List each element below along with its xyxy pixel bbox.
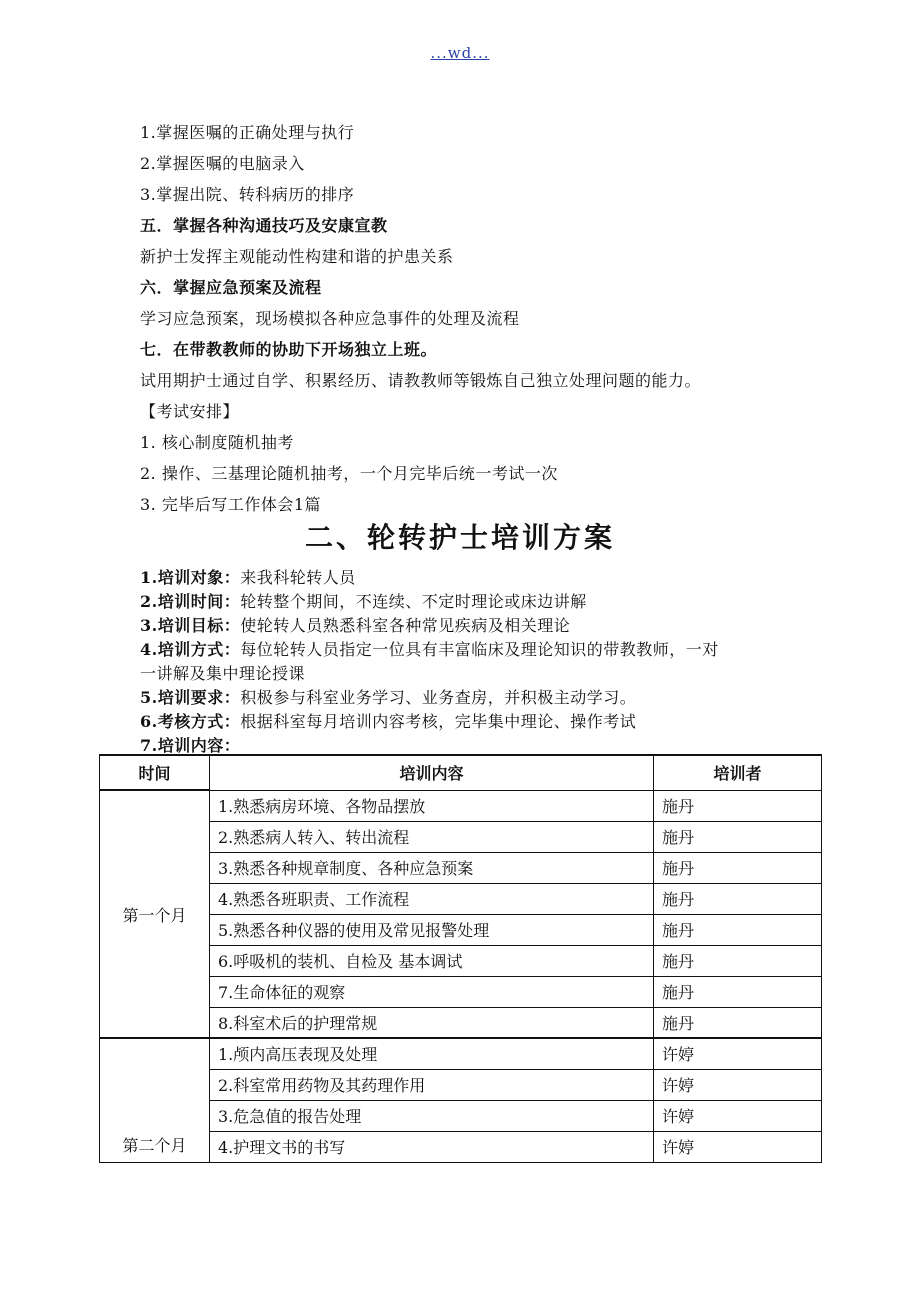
content-cell: 3.危急值的报告处理 — [210, 1100, 654, 1131]
list-item: 1.掌握医嘱的正确处理与执行 — [140, 123, 355, 142]
plan-item-text: 轮转整个期间，不连续、不定时理论或床边讲解 — [240, 592, 587, 611]
section-body: 试用期护士通过自学、积累经历、请教教师等锻炼自己独立处理问题的能力。 — [140, 371, 702, 390]
section-heading: 六．掌握应急预案及流程 — [140, 278, 322, 297]
trainer-cell: 许婷 — [654, 1038, 822, 1069]
plan-item-text: 来我科轮转人员 — [240, 568, 356, 587]
plan-item-text: 每位轮转人员指定一位具有丰富临床及理论知识的带教教师，一对 — [240, 640, 719, 659]
plan-item-text: 根据科室每月培训内容考核，完毕集中理论、操作考试 — [240, 712, 637, 731]
plan-item — [140, 709, 636, 732]
trainer-cell: 施丹 — [654, 852, 822, 883]
plan-item-label: 4.培训方式： — [140, 640, 241, 659]
trainer-cell: 施丹 — [654, 1007, 822, 1038]
content-cell: 2.科室常用药物及其药理作用 — [210, 1069, 654, 1100]
trainer-cell: 施丹 — [654, 945, 822, 976]
content-cell: 4.护理文书的书写 — [210, 1131, 654, 1162]
month-cell: 第二个月 — [100, 1038, 210, 1162]
content-cell: 4.熟悉各班职责、工作流程 — [210, 883, 654, 914]
content-cell: 3.熟悉各种规章制度、各种应急预案 — [210, 852, 654, 883]
trainer-cell: 施丹 — [654, 821, 822, 852]
month-cell: 第一个月 — [100, 790, 210, 1038]
plan-item — [140, 565, 356, 588]
plan-item — [140, 733, 240, 756]
table-row — [100, 790, 822, 821]
content-cell: 6.呼吸机的装机、自检及 基本调试 — [210, 945, 654, 976]
column-header-trainer: 培训者 — [654, 755, 822, 790]
plan-item-label: 6.考核方式： — [140, 712, 241, 731]
trainer-cell: 许婷 — [654, 1100, 822, 1131]
content-cell: 5.熟悉各种仪器的使用及常见报警处理 — [210, 914, 654, 945]
trainer-cell: 施丹 — [654, 976, 822, 1007]
header-link[interactable]: ...wd... — [430, 44, 490, 62]
plan-item — [140, 637, 719, 660]
exam-item: 1. 核心制度随机抽考 — [140, 433, 294, 452]
plan-item-label: 7.培训内容： — [140, 736, 241, 755]
trainer-cell: 施丹 — [654, 914, 822, 945]
table-row — [100, 1038, 822, 1069]
section-heading: 七．在带教教师的协助下开场独立上班。 — [140, 340, 438, 359]
plan-item-label: 3.培训目标： — [140, 616, 241, 635]
list-item: 2.掌握医嘱的电脑录入 — [140, 154, 305, 173]
column-header-time: 时间 — [100, 755, 210, 790]
table-header-row — [100, 755, 822, 790]
exam-item: 3. 完毕后写工作体会1篇 — [140, 495, 322, 514]
trainer-cell: 许婷 — [654, 1131, 822, 1162]
section-body: 新护士发挥主观能动性构建和谐的护患关系 — [140, 247, 454, 266]
section-body: 学习应急预案，现场模拟各种应急事件的处理及流程 — [140, 309, 520, 328]
plan-item — [140, 613, 570, 636]
plan-item-label: 5.培训要求： — [140, 688, 241, 707]
exam-item: 2. 操作、三基理论随机抽考，一个月完毕后统一考试一次 — [140, 464, 558, 483]
section-heading: 五．掌握各种沟通技巧及安康宣教 — [140, 216, 388, 235]
plan-item — [140, 685, 636, 708]
plan-item-text: 使轮转人员熟悉科室各种常见疾病及相关理论 — [240, 616, 571, 635]
column-header-content: 培训内容 — [210, 755, 654, 790]
plan-title: 二、轮转护士培训方案 — [304, 521, 615, 554]
content-cell: 8.科室术后的护理常规 — [210, 1007, 654, 1038]
plan-item-text: 积极参与科室业务学习、业务查房，并积极主动学习。 — [240, 688, 637, 707]
content-cell: 1.颅内高压表现及处理 — [210, 1038, 654, 1069]
trainer-cell: 许婷 — [654, 1069, 822, 1100]
plan-item-continuation: 一讲解及集中理论授课 — [140, 664, 306, 683]
plan-item-label: 1.培训对象： — [140, 568, 241, 587]
plan-item — [140, 589, 587, 612]
trainer-cell: 施丹 — [654, 790, 822, 821]
content-cell: 1.熟悉病房环境、各物品摆放 — [210, 790, 654, 821]
training-table — [99, 754, 822, 1163]
content-cell: 7.生命体征的观察 — [210, 976, 654, 1007]
exam-title: 【考试安排】 — [140, 402, 240, 421]
list-item: 3.掌握出院、转科病历的排序 — [140, 185, 355, 204]
plan-item-label: 2.培训时间： — [140, 592, 241, 611]
trainer-cell: 施丹 — [654, 883, 822, 914]
content-cell: 2.熟悉病人转入、转出流程 — [210, 821, 654, 852]
